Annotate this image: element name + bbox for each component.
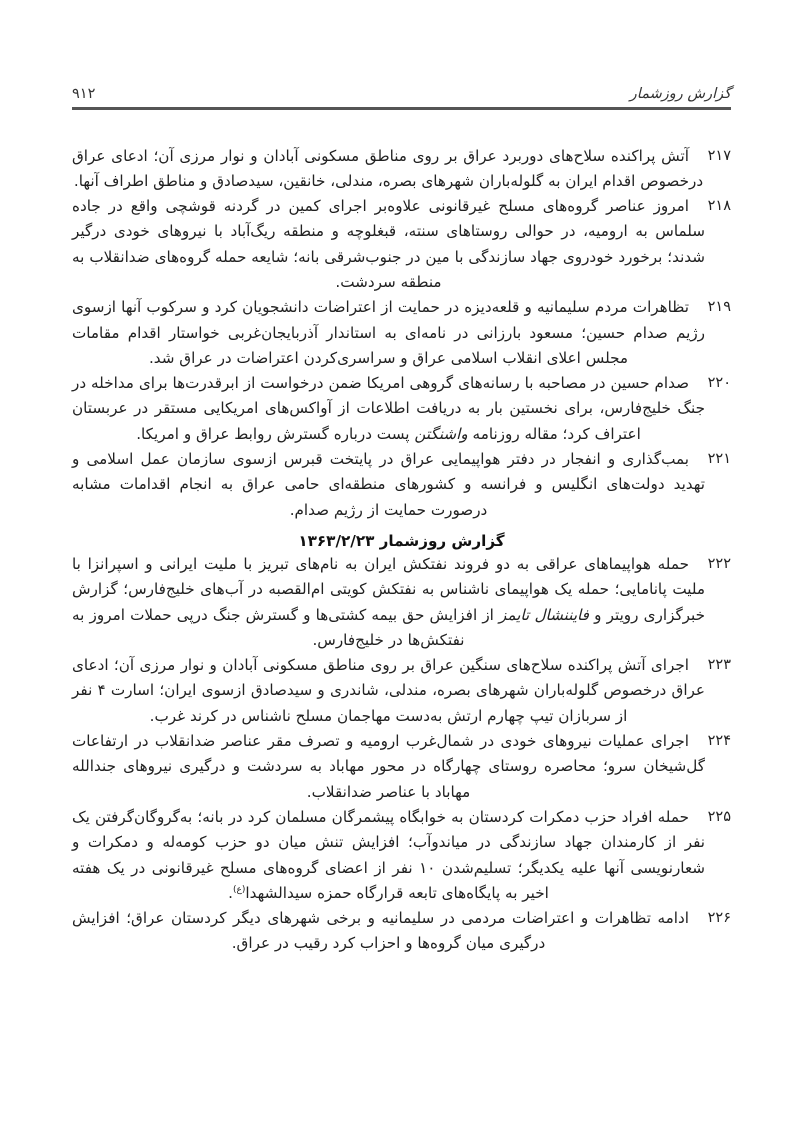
publication-name: واشنگتن <box>414 424 468 443</box>
chronology-entry <box>72 906 731 957</box>
entry-text: آتش پراکنده سلاح‌های دوربرد عراق بر روی مناطق مسکونی آبادان و نوار مرزی آن؛ ادعای عراق درخصوص اقدام ایران به گلوله‌باران شهرهای بصره، مندلی، خانقین، سیدصادق و مناطق اطراف آنها. <box>72 146 704 190</box>
entry-number: ۲۲۲ <box>707 555 731 572</box>
chronology-entry <box>72 729 731 805</box>
header-rule <box>72 107 731 110</box>
chronology-entry <box>72 552 731 653</box>
entry-number: ۲۲۶ <box>707 910 731 927</box>
entry-text: حمله هواپیماهای عراقی به دو فروند نفتکش ایران به نام‌های تبریز با ملیت ایرانی و اسپرانزا با ملیت پانامایی؛ حمله یک هواپیمای ناشناس به نفتکش کویتی ام‌القصبه در آب‌های خلیج‌فارس؛ گزارش خبرگزاری رویتر و <box>72 554 706 624</box>
entry-text: ادامه تظاهرات و اعتراضات مردمی در سلیمانیه و برخی شهرهای دیگر کردستان عراق؛ افزایش درگیری میان گروه‌ها و احزاب کرد رقیب در عراق. <box>72 909 689 953</box>
chronology-entry <box>72 447 731 523</box>
entry-number: ۲۱۷ <box>707 147 731 164</box>
chronology-entry <box>72 805 731 906</box>
entry-text: اجرای آتش پراکنده سلاح‌های سنگین عراق بر روی مناطق مسکونی آبادان و نوار مرزی آن؛ ادعای عراق درخصوص گلوله‌باران شهرهای بصره، مندلی، شاندری و سیدصادق ازسوی ایران؛ اسارت ۴ نفر از سربازان تیپ چهارم ارتش به‌دست مهاجمان مسلح ناشناس در کرند غرب. <box>72 656 705 725</box>
entry-text: اجرای عملیات نیروهای خودی در شمال‌غرب ارومیه و تصرف مقر عناصر ضدانقلاب در ارتفاعات گل‌شیخان سرو؛ محاصره روستای چهارگاه در محور مهاباد به سردشت و درگیری نیروهای جندالله مهاباد با عناصر ضدانقلاب. <box>72 732 705 801</box>
chronology-entry <box>72 295 731 371</box>
publication-name: فایننشال تایمز <box>499 605 589 624</box>
entry-text: . <box>228 883 233 902</box>
entry-number: ۲۲۳ <box>707 657 731 674</box>
chronology-entry <box>72 144 731 195</box>
entry-text: امروز عناصر گروه‌های مسلح غیرقانونی علاوه‌بر اجرای کمین در گردنه قوشچی واقع در جاده سلماس به ارومیه، در حوالی روستاهای سنته، قبغلوچه و منطقه ریگ‌آباد با نیروهای خودی درگیر شدند؛ برخورد خودروی جهاد سازندگی با مین در جنوب‌شرقی بانه؛ شایعه حمله گروه‌های ضدانقلاب به منطقه سردشت. <box>72 197 705 291</box>
running-title: گزارش روزشمار <box>629 86 731 102</box>
entry-number: ۲۱۸ <box>707 198 731 215</box>
entry-text: صدام حسین در مصاحبه با رسانه‌های گروهی امریکا ضمن درخواست از ابرقدرت‌ها برای مداخله در جنگ خلیج‌فارس، برای نخستین بار به دریافت اطلاعات از آواکس‌های امریکایی مستقر در عربستان اعتراف کرد؛ مقاله روزنامه <box>72 374 705 443</box>
section-heading: گزارش روزشمار ۱۳۶۳/۲/۲۳ <box>298 531 505 550</box>
page-header <box>72 86 731 102</box>
entry-number: ۲۲۱ <box>707 451 731 468</box>
entry-number: ۲۱۹ <box>707 299 731 316</box>
entry-number: ۲۲۵ <box>707 808 731 825</box>
entry-text: تظاهرات مردم سلیمانیه و قلعه‌دیزه در حمایت از اعتراضات دانشجویان کرد و سرکوب آنها ازسوی رژیم صدام حسین؛ مسعود بارزانی در نامه‌ای به استاندار آذربایجان‌غربی خواستار اقدام مقامات مجلس اعلای انقلاب اسلامی عراق و سراسری‌کردن اعتراضات در عراق شد. <box>72 298 705 367</box>
honorific-superscript: (ع) <box>233 884 246 895</box>
entry-text: پست درباره گسترش روابط عراق و امریکا. <box>136 424 415 443</box>
chronology-entry <box>72 194 731 295</box>
chronology-content <box>72 144 731 957</box>
chronology-entry <box>72 653 731 729</box>
chronology-entry <box>72 371 731 447</box>
entry-number: ۲۲۰ <box>707 375 731 392</box>
entry-text: حمله افراد حزب دمکرات کردستان به خوابگاه پیشمرگان مسلمان کرد در بانه؛ به‌گروگان‌گرفتن یک نفر از کارمندان جهاد سازندگی در میاندوآب؛ افزایش تنش میان دو حزب کومه‌له و دمکرات و شعارنویسی آنها علیه یکدیگر؛ تسلیم‌شدن ۱۰ نفر از اعضای گروه‌های مسلح غیرقانونی در یک هفته اخیر به پایگاه‌های تابعه قرارگاه حمزه سیدالشهدا <box>72 807 705 902</box>
page-number: ۹۱۲ <box>72 86 96 102</box>
entry-text: بمب‌گذاری و انفجار در دفتر هواپیمایی عراق در پایتخت قبرس ازسوی سازمان عمل اسلامی و تهدید دولت‌های انگلیس و فرانسه و کشورهای منطقه‌ای حامی عراق به انجام اقدامات مشابه درصورت حمایت از رژیم صدام. <box>72 450 705 519</box>
entry-number: ۲۲۴ <box>707 733 731 750</box>
entry-text: از افزایش حق بیمه کشتی‌ها و گسترش جنگ درپی حملات امروز به نفتکش‌ها در خلیج‌فارس. <box>72 605 500 649</box>
